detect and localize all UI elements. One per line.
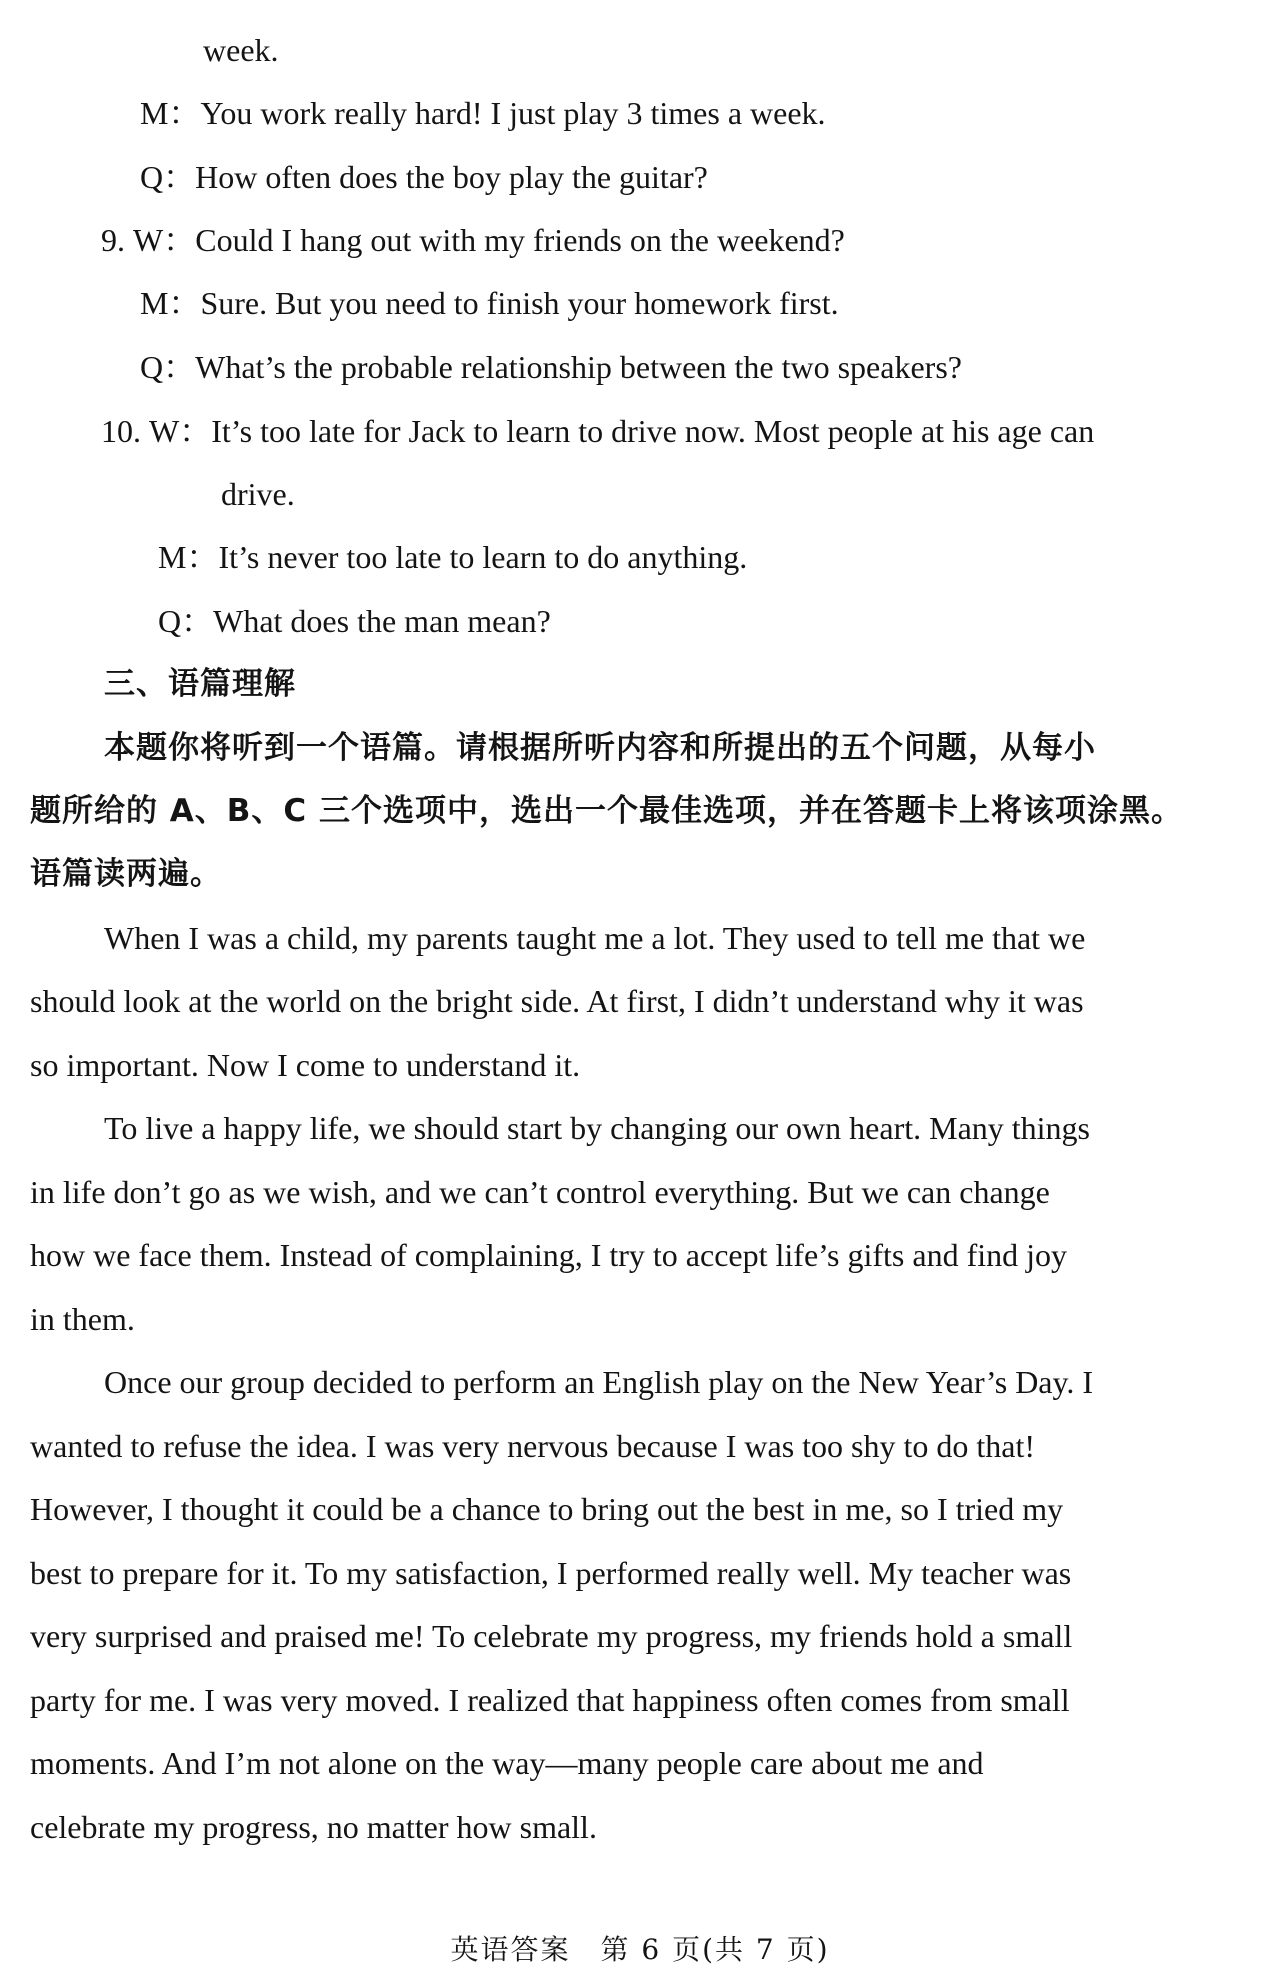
passage-p2-line-2: in life don’t go as we wish, and we can’t control everything. But we can change <box>30 1174 1050 1210</box>
dialogue-10-man-line <box>158 537 747 577</box>
passage-p1-line-1: When I was a child, my parents taught me a lot. They used to tell me that we <box>104 920 1086 956</box>
dialogue-number: 10. <box>101 413 141 449</box>
utterance-text: What does the man mean? <box>213 603 551 639</box>
dialogue-10-woman-continuation: drive. <box>221 476 295 512</box>
speaker-label: Q： <box>158 603 214 639</box>
section-3-instruction-line-3: 语篇读两遍。 <box>30 856 222 892</box>
passage-p3-line-7: moments. And I’m not alone on the way—many people care about me and <box>30 1745 984 1781</box>
speaker-label: Q： <box>140 159 196 195</box>
passage-p2-line-1: To live a happy life, we should start by changing our own heart. Many things <box>104 1110 1090 1146</box>
speaker-label: M： <box>140 285 201 321</box>
passage-p3-line-4: best to prepare for it. To my satisfaction, I performed really well. My teacher was <box>30 1555 1072 1591</box>
passage-p3-line-5: very surprised and praised me! To celebrate my progress, my friends hold a small <box>30 1618 1073 1654</box>
dialogue-8-continuation: week. <box>203 32 279 68</box>
passage-p1-line-3: so important. Now I come to understand it. <box>30 1047 581 1083</box>
utterance-text: You work really hard! I just play 3 times a week. <box>200 95 826 131</box>
utterance-text: It’s never too late to learn to do anything. <box>218 539 748 575</box>
speaker-label: M： <box>158 539 219 575</box>
dialogue-8-question <box>140 157 708 197</box>
utterance-text: What’s the probable relationship between the two speakers? <box>195 349 962 385</box>
utterance-text: It’s too late for Jack to learn to drive now. Most people at his age can <box>211 413 1095 449</box>
dialogue-10-question <box>158 601 551 641</box>
utterance-text: Sure. But you need to finish your homework first. <box>200 285 839 321</box>
passage-p3-line-3: However, I thought it could be a chance to bring out the best in me, so I tried my <box>30 1491 1064 1527</box>
dialogue-number: 9. <box>101 222 125 258</box>
utterance-text: How often does the boy play the guitar? <box>195 159 708 195</box>
dialogue-9-man-line <box>140 283 839 323</box>
speaker-label: M： <box>140 95 201 131</box>
speaker-label: W： <box>133 222 196 258</box>
dialogue-9-woman-line <box>101 220 845 260</box>
utterance-text: Could I hang out with my friends on the weekend? <box>195 222 845 258</box>
section-3-instruction-line-2: 题所给的 A、B、C 三个选项中，选出一个最佳选项，并在答题卡上将该项涂黑。 <box>30 793 1183 829</box>
dialogue-8-man-line <box>140 93 826 133</box>
passage-p2-line-4: in them. <box>30 1301 135 1337</box>
dialogue-10-woman-line <box>101 411 1094 451</box>
section-3-heading: 三、语篇理解 <box>104 666 296 702</box>
passage-p3-line-6: party for me. I was very moved. I realized that happiness often comes from small <box>30 1682 1070 1718</box>
dialogue-9-question <box>140 347 962 387</box>
passage-p3-line-2: wanted to refuse the idea. I was very nervous because I was too shy to do that! <box>30 1428 1036 1464</box>
speaker-label: Q： <box>140 349 196 385</box>
passage-p2-line-3: how we face them. Instead of complaining, I try to accept life’s gifts and find joy <box>30 1237 1068 1273</box>
passage-p3-line-8: celebrate my progress, no matter how small. <box>30 1809 597 1845</box>
speaker-label: W： <box>149 413 212 449</box>
section-3-instruction-line-1: 本题你将听到一个语篇。请根据所听内容和所提出的五个问题，从每小 <box>104 730 1096 766</box>
passage-p3-line-1: Once our group decided to perform an English play on the New Year’s Day. I <box>104 1364 1094 1400</box>
passage-p1-line-2: should look at the world on the bright side. At first, I didn’t understand why it was <box>30 983 1084 1019</box>
page-footer: 英语答案 第 6 页(共 7 页) <box>450 1933 830 1966</box>
